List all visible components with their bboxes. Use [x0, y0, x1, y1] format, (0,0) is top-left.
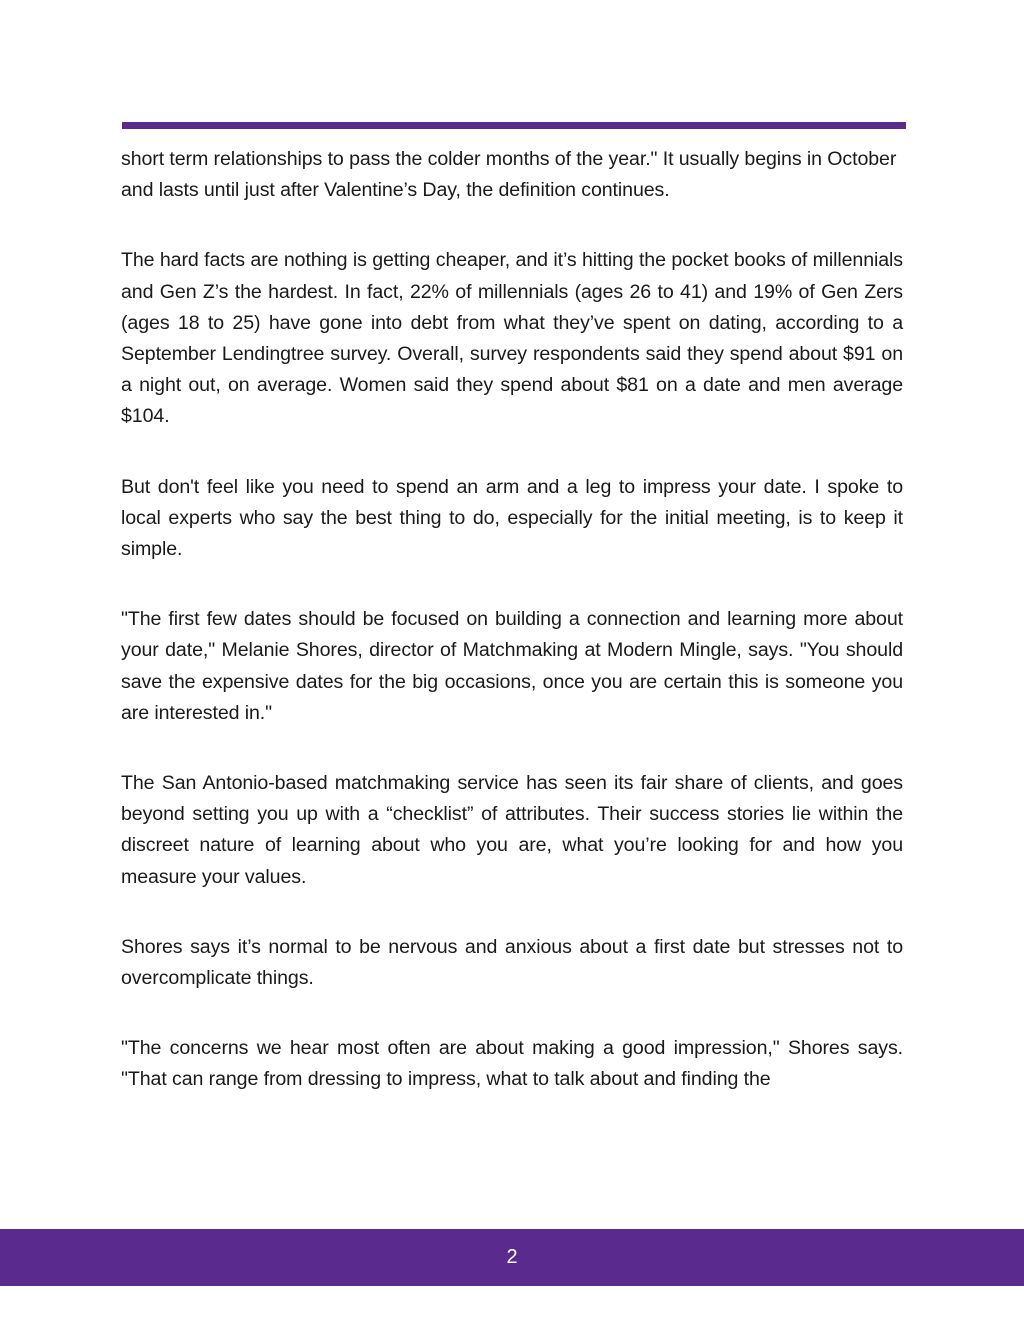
- top-divider-rule: [122, 122, 906, 129]
- article-body: [121, 144, 903, 1135]
- paragraph-5: The San Antonio-based matchmaking service has seen its fair share of clients, and goes beyond setting you up with a “checklist” of attributes. Their success stories lie within the discreet nature of learning about who you are, what you’re looking for and how you measure your values.: [121, 772, 903, 888]
- paragraph-4: "The first few dates should be focused on building a connection and learning more about your date," Melanie Shores, director of Matchmaking at Modern Mingle, says. "You should save the expensive dates for the big occasions, once you are certain this is someone you are interested in.": [121, 608, 903, 724]
- paragraph-3: But don't feel like you need to spend an arm and a leg to impress your date. I spoke to local experts who say the best thing to do, especially for the initial meeting, is to keep it simple.: [121, 475, 903, 561]
- paragraph-7: "The concerns we hear most often are about making a good impression," Shores says. "That can range from dressing to impress, what to talk about and finding the: [121, 1037, 903, 1091]
- paragraph-2: The hard facts are nothing is getting cheaper, and it’s hitting the pocket books of millennials and Gen Z’s the hardest. In fact, 22% of millennials (ages 26 to 41) and 19% of Gen Zers (ages 18 to 25) have gone into debt from what they’ve spent on dating, according to a September Lendingtree survey. Overall, survey respondents said they spend about $91 on a night out, on average. Women said they spend about $81 on a date and men average $104.: [121, 249, 903, 428]
- paragraph-6: Shores says it’s normal to be nervous and anxious about a first date but stresses not to overcomplicate things.: [121, 935, 903, 990]
- paragraph-1: short term relationships to pass the colder months of the year." It usually begins in October and lasts until just after Valentine’s Day, the definition continues.: [121, 148, 897, 202]
- footer-bar: [0, 1229, 1024, 1286]
- page-number: 2: [506, 1246, 518, 1268]
